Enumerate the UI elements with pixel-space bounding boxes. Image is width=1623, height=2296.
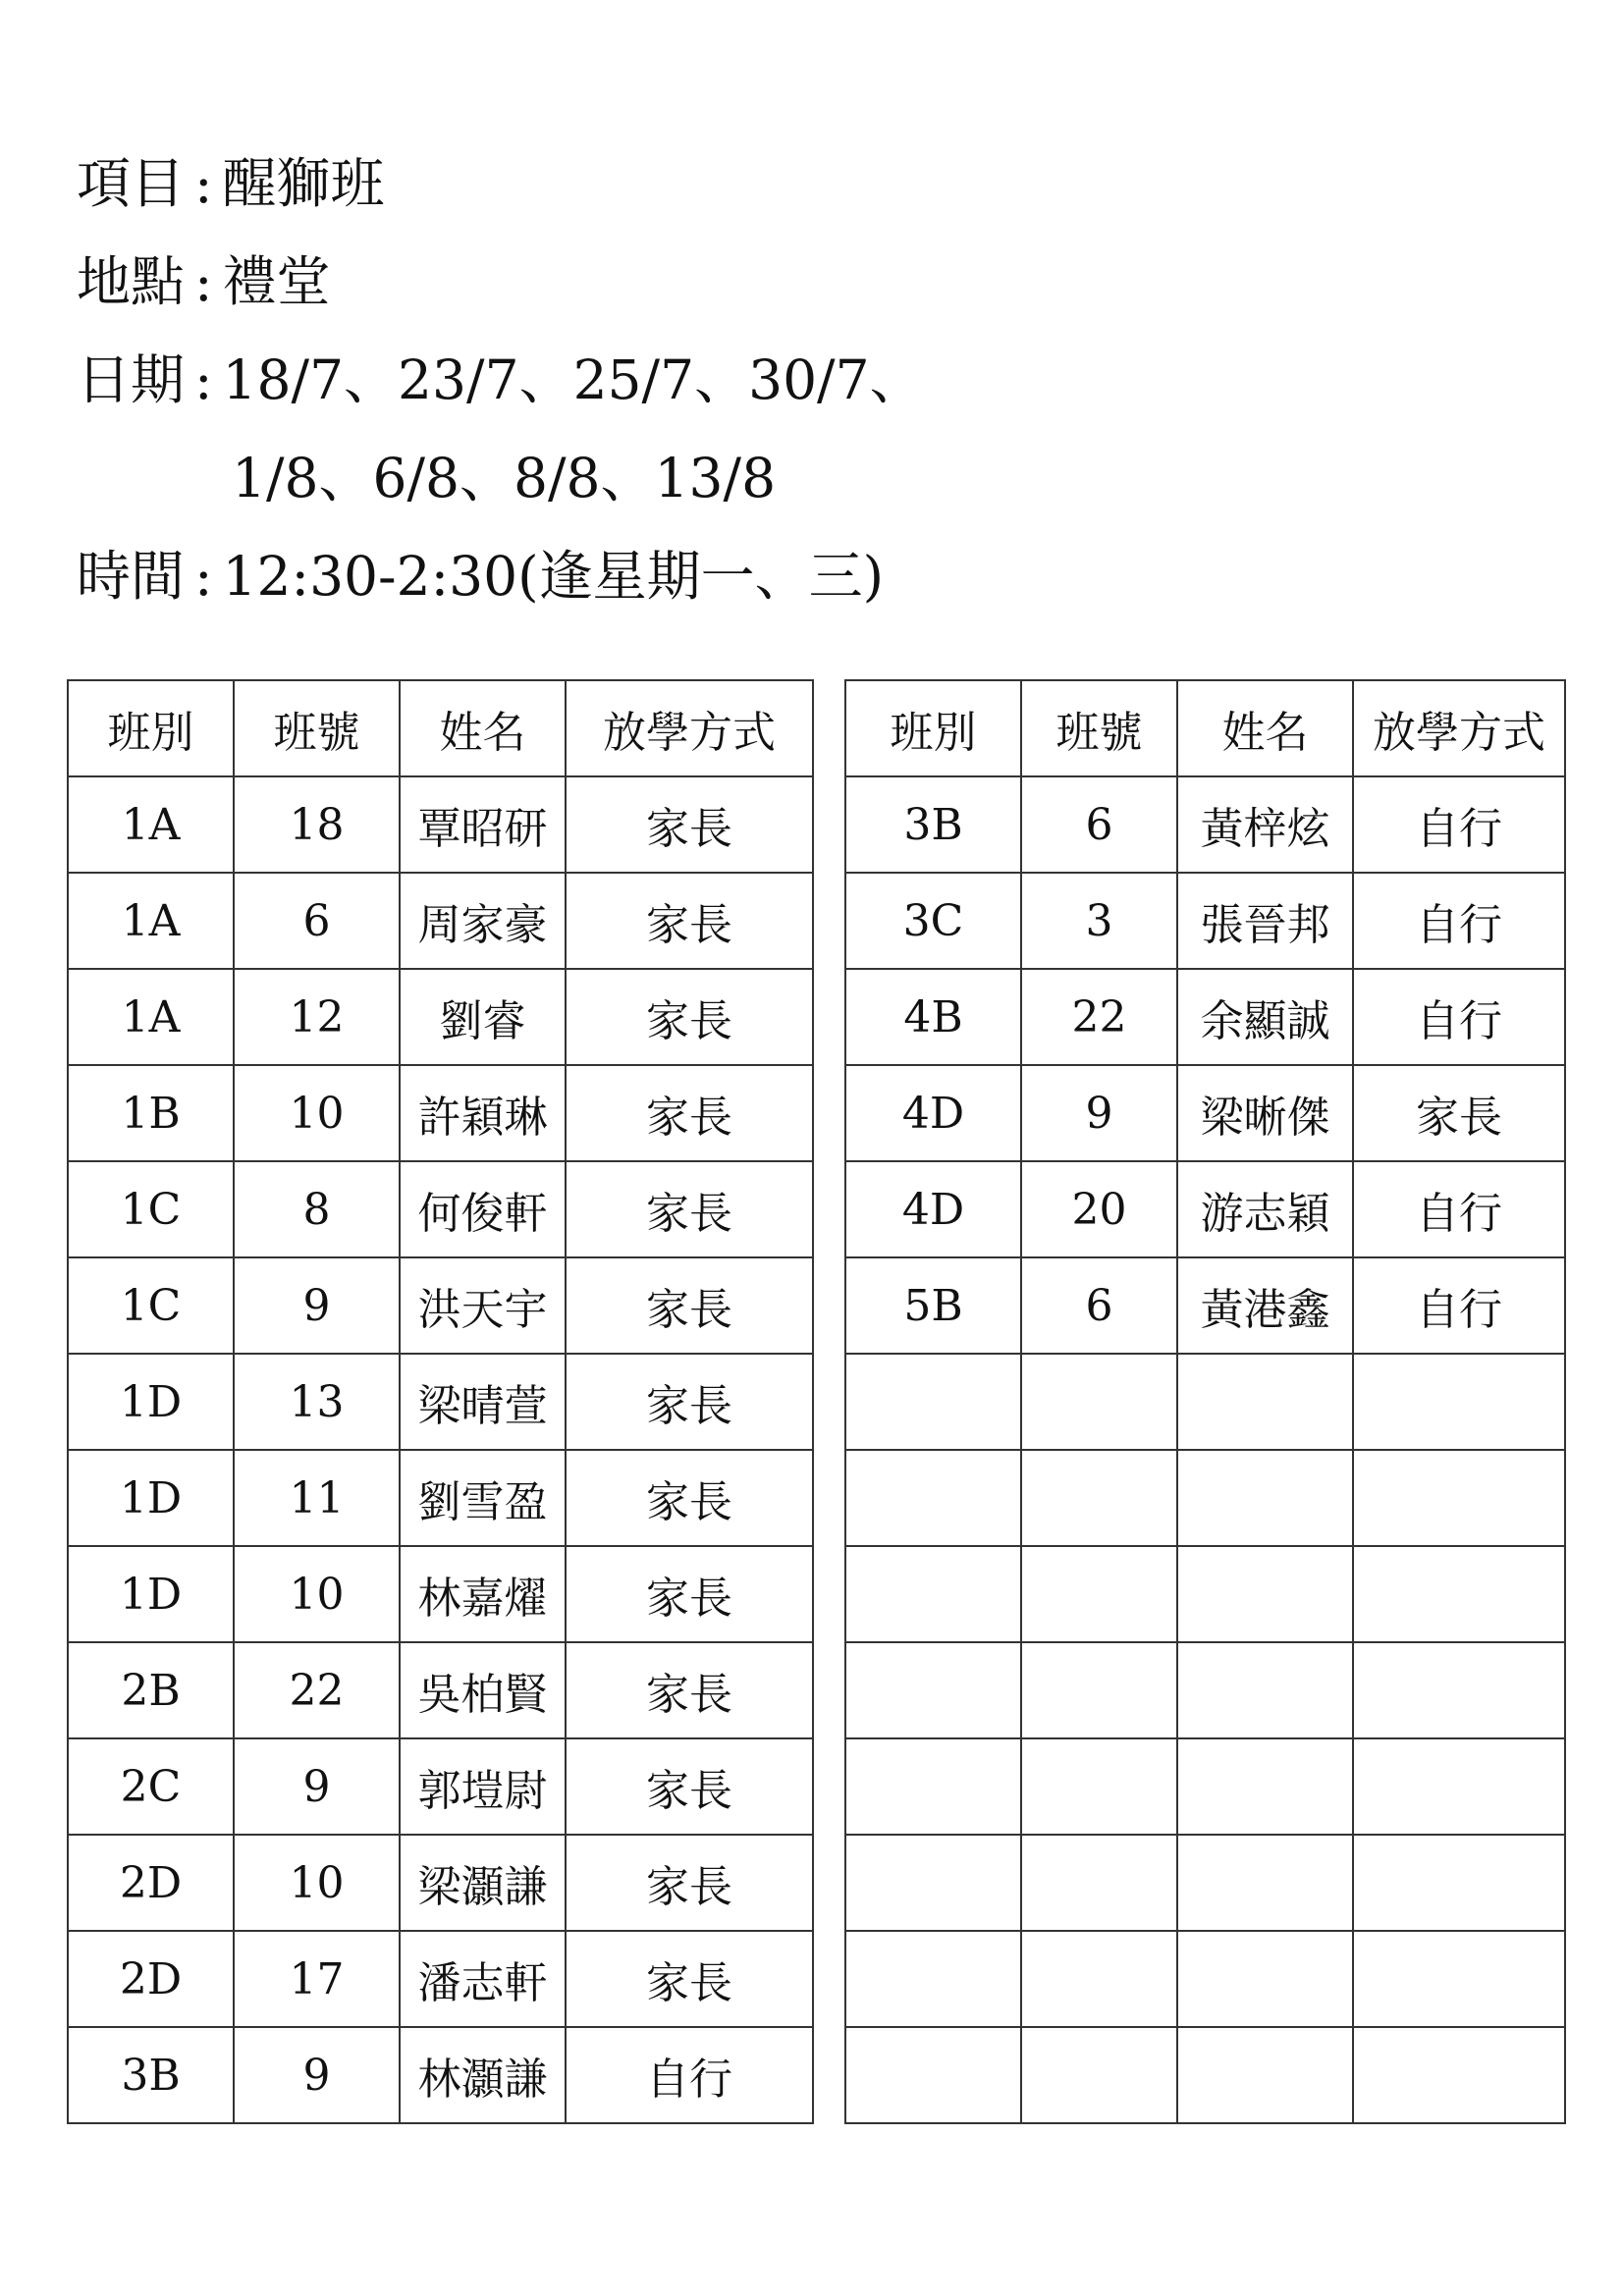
- cell-number: 9: [1021, 1065, 1177, 1161]
- cell-dismissal: 家長: [566, 1931, 813, 2027]
- cell-number: [1021, 2027, 1177, 2123]
- cell-name: [1177, 1354, 1353, 1450]
- cell-class: 2C: [68, 1738, 234, 1835]
- cell-name: 潘志軒: [400, 1931, 566, 2027]
- cell-number: [1021, 1738, 1177, 1835]
- time-label: 時間: [77, 545, 186, 608]
- table-row: [845, 2027, 1565, 2123]
- header-dismissal: 放學方式: [566, 680, 813, 776]
- cell-class: 1A: [68, 776, 234, 873]
- roster-table-left: [67, 679, 814, 2124]
- table-row: [845, 1065, 1565, 1161]
- cell-dismissal: [1353, 1931, 1565, 2027]
- cell-name: [1177, 1738, 1353, 1835]
- cell-dismissal: [1353, 1835, 1565, 1931]
- date-separator: :: [194, 348, 213, 411]
- cell-class: 1A: [68, 969, 234, 1065]
- table-row: [845, 1931, 1565, 2027]
- cell-name: 余顯誠: [1177, 969, 1353, 1065]
- location-label: 地點: [77, 250, 186, 313]
- cell-name: 林灝謙: [400, 2027, 566, 2123]
- cell-name: 梁晴萱: [400, 1354, 566, 1450]
- table-row: [68, 776, 813, 873]
- cell-class: 3C: [845, 873, 1021, 969]
- cell-name: 許穎琳: [400, 1065, 566, 1161]
- cell-number: 11: [234, 1450, 400, 1546]
- date-line: [77, 348, 924, 411]
- cell-number: 6: [1021, 776, 1177, 873]
- cell-class: [845, 1546, 1021, 1642]
- project-line: [77, 152, 385, 215]
- header-number: 班號: [234, 680, 400, 776]
- cell-dismissal: [1353, 1450, 1565, 1546]
- cell-name: 黃港鑫: [1177, 1257, 1353, 1354]
- cell-number: [1021, 1931, 1177, 2027]
- cell-dismissal: 家長: [566, 1642, 813, 1738]
- table-row: [68, 1065, 813, 1161]
- table-row: [68, 969, 813, 1065]
- table-row: [68, 1161, 813, 1257]
- cell-name: [1177, 1546, 1353, 1642]
- table-row: [68, 2027, 813, 2123]
- cell-dismissal: 家長: [566, 1450, 813, 1546]
- cell-dismissal: [1353, 1642, 1565, 1738]
- cell-dismissal: 家長: [566, 969, 813, 1065]
- table-row: [845, 969, 1565, 1065]
- cell-name: 黃梓炫: [1177, 776, 1353, 873]
- table-row: [845, 1546, 1565, 1642]
- table-row: [845, 1642, 1565, 1738]
- cell-dismissal: 自行: [1353, 969, 1565, 1065]
- cell-name: 劉雪盈: [400, 1450, 566, 1546]
- cell-number: 17: [234, 1931, 400, 2027]
- cell-number: [1021, 1546, 1177, 1642]
- cell-number: 6: [1021, 1257, 1177, 1354]
- cell-number: 12: [234, 969, 400, 1065]
- cell-class: 3B: [845, 776, 1021, 873]
- cell-name: 梁灝謙: [400, 1835, 566, 1931]
- cell-class: 4D: [845, 1161, 1021, 1257]
- cell-class: 4B: [845, 969, 1021, 1065]
- cell-dismissal: 家長: [566, 1065, 813, 1161]
- cell-number: [1021, 1450, 1177, 1546]
- header-row: [68, 680, 813, 776]
- cell-dismissal: [1353, 1354, 1565, 1450]
- project-value: 醒獅班: [222, 152, 385, 215]
- cell-dismissal: 家長: [566, 776, 813, 873]
- cell-class: 1D: [68, 1354, 234, 1450]
- table-row: [68, 873, 813, 969]
- date-value-line1: 18/7、23/7、25/7、30/7、: [222, 348, 924, 411]
- cell-dismissal: 家長: [1353, 1065, 1565, 1161]
- cell-dismissal: 自行: [1353, 1257, 1565, 1354]
- cell-number: 3: [1021, 873, 1177, 969]
- roster-table-right: [844, 679, 1566, 2124]
- header-dismissal: 放學方式: [1353, 680, 1565, 776]
- cell-dismissal: 家長: [566, 873, 813, 969]
- header-name: 姓名: [1177, 680, 1353, 776]
- table-row: [68, 1546, 813, 1642]
- cell-class: 1C: [68, 1257, 234, 1354]
- cell-class: [845, 1738, 1021, 1835]
- cell-name: 周家豪: [400, 873, 566, 969]
- cell-dismissal: 家長: [566, 1738, 813, 1835]
- cell-dismissal: [1353, 1738, 1565, 1835]
- date-line-2: [232, 447, 777, 509]
- cell-class: [845, 1354, 1021, 1450]
- cell-class: 1C: [68, 1161, 234, 1257]
- table-row: [845, 1161, 1565, 1257]
- table-row: [845, 1354, 1565, 1450]
- cell-name: [1177, 1642, 1353, 1738]
- cell-number: 10: [234, 1835, 400, 1931]
- cell-dismissal: 家長: [566, 1835, 813, 1931]
- project-label: 項目: [77, 152, 186, 215]
- header-class: 班別: [68, 680, 234, 776]
- cell-number: 18: [234, 776, 400, 873]
- location-value: 禮堂: [222, 250, 331, 313]
- cell-class: [845, 1835, 1021, 1931]
- table-row: [845, 1835, 1565, 1931]
- cell-name: 林嘉燿: [400, 1546, 566, 1642]
- cell-class: 2D: [68, 1931, 234, 2027]
- time-separator: :: [194, 545, 213, 608]
- time-value: 12:30-2:30(逢星期一、三): [222, 545, 885, 608]
- project-separator: :: [194, 152, 213, 215]
- cell-class: [845, 1450, 1021, 1546]
- table-row: [68, 1642, 813, 1738]
- table-row: [68, 1738, 813, 1835]
- cell-name: 覃昭研: [400, 776, 566, 873]
- date-label: 日期: [77, 348, 186, 411]
- cell-number: 13: [234, 1354, 400, 1450]
- cell-number: 8: [234, 1161, 400, 1257]
- header-class: 班別: [845, 680, 1021, 776]
- table-row: [845, 1738, 1565, 1835]
- cell-name: 郭塏尉: [400, 1738, 566, 1835]
- table-row: [68, 1450, 813, 1546]
- date-value-line2: 1/8、6/8、8/8、13/8: [232, 447, 777, 509]
- cell-class: [845, 2027, 1021, 2123]
- table-row: [68, 1354, 813, 1450]
- cell-dismissal: 自行: [1353, 1161, 1565, 1257]
- location-separator: :: [194, 250, 213, 313]
- cell-dismissal: 家長: [566, 1161, 813, 1257]
- cell-number: 10: [234, 1065, 400, 1161]
- cell-number: 22: [234, 1642, 400, 1738]
- cell-dismissal: 自行: [1353, 873, 1565, 969]
- cell-class: [845, 1642, 1021, 1738]
- table-row: [68, 1835, 813, 1931]
- cell-dismissal: 自行: [1353, 776, 1565, 873]
- cell-class: 4D: [845, 1065, 1021, 1161]
- cell-dismissal: 自行: [566, 2027, 813, 2123]
- cell-name: 吳柏賢: [400, 1642, 566, 1738]
- header-row: [845, 680, 1565, 776]
- cell-name: 劉睿: [400, 969, 566, 1065]
- cell-class: 2B: [68, 1642, 234, 1738]
- cell-name: 游志穎: [1177, 1161, 1353, 1257]
- cell-class: [845, 1931, 1021, 2027]
- cell-class: 1D: [68, 1546, 234, 1642]
- location-line: [77, 250, 331, 313]
- cell-class: 1B: [68, 1065, 234, 1161]
- table-row: [68, 1931, 813, 2027]
- cell-number: 9: [234, 2027, 400, 2123]
- cell-number: [1021, 1835, 1177, 1931]
- cell-name: [1177, 1931, 1353, 2027]
- cell-name: [1177, 1835, 1353, 1931]
- cell-class: 5B: [845, 1257, 1021, 1354]
- cell-class: 1D: [68, 1450, 234, 1546]
- cell-name: [1177, 1450, 1353, 1546]
- cell-number: 22: [1021, 969, 1177, 1065]
- cell-name: 何俊軒: [400, 1161, 566, 1257]
- cell-name: [1177, 2027, 1353, 2123]
- table-row: [845, 873, 1565, 969]
- table-row: [845, 1450, 1565, 1546]
- cell-name: 梁晰傑: [1177, 1065, 1353, 1161]
- cell-number: 9: [234, 1257, 400, 1354]
- cell-dismissal: 家長: [566, 1354, 813, 1450]
- header-name: 姓名: [400, 680, 566, 776]
- cell-dismissal: [1353, 1546, 1565, 1642]
- cell-dismissal: 家長: [566, 1546, 813, 1642]
- header-number: 班號: [1021, 680, 1177, 776]
- cell-dismissal: 家長: [566, 1257, 813, 1354]
- cell-number: 6: [234, 873, 400, 969]
- table-row: [845, 1257, 1565, 1354]
- cell-class: 2D: [68, 1835, 234, 1931]
- cell-number: 20: [1021, 1161, 1177, 1257]
- cell-name: 張晉邦: [1177, 873, 1353, 969]
- cell-name: 洪天宇: [400, 1257, 566, 1354]
- table-row: [68, 1257, 813, 1354]
- cell-number: [1021, 1642, 1177, 1738]
- cell-number: [1021, 1354, 1177, 1450]
- cell-number: 9: [234, 1738, 400, 1835]
- cell-class: 1A: [68, 873, 234, 969]
- cell-dismissal: [1353, 2027, 1565, 2123]
- time-line: [77, 545, 885, 608]
- table-row: [845, 776, 1565, 873]
- cell-number: 10: [234, 1546, 400, 1642]
- cell-class: 3B: [68, 2027, 234, 2123]
